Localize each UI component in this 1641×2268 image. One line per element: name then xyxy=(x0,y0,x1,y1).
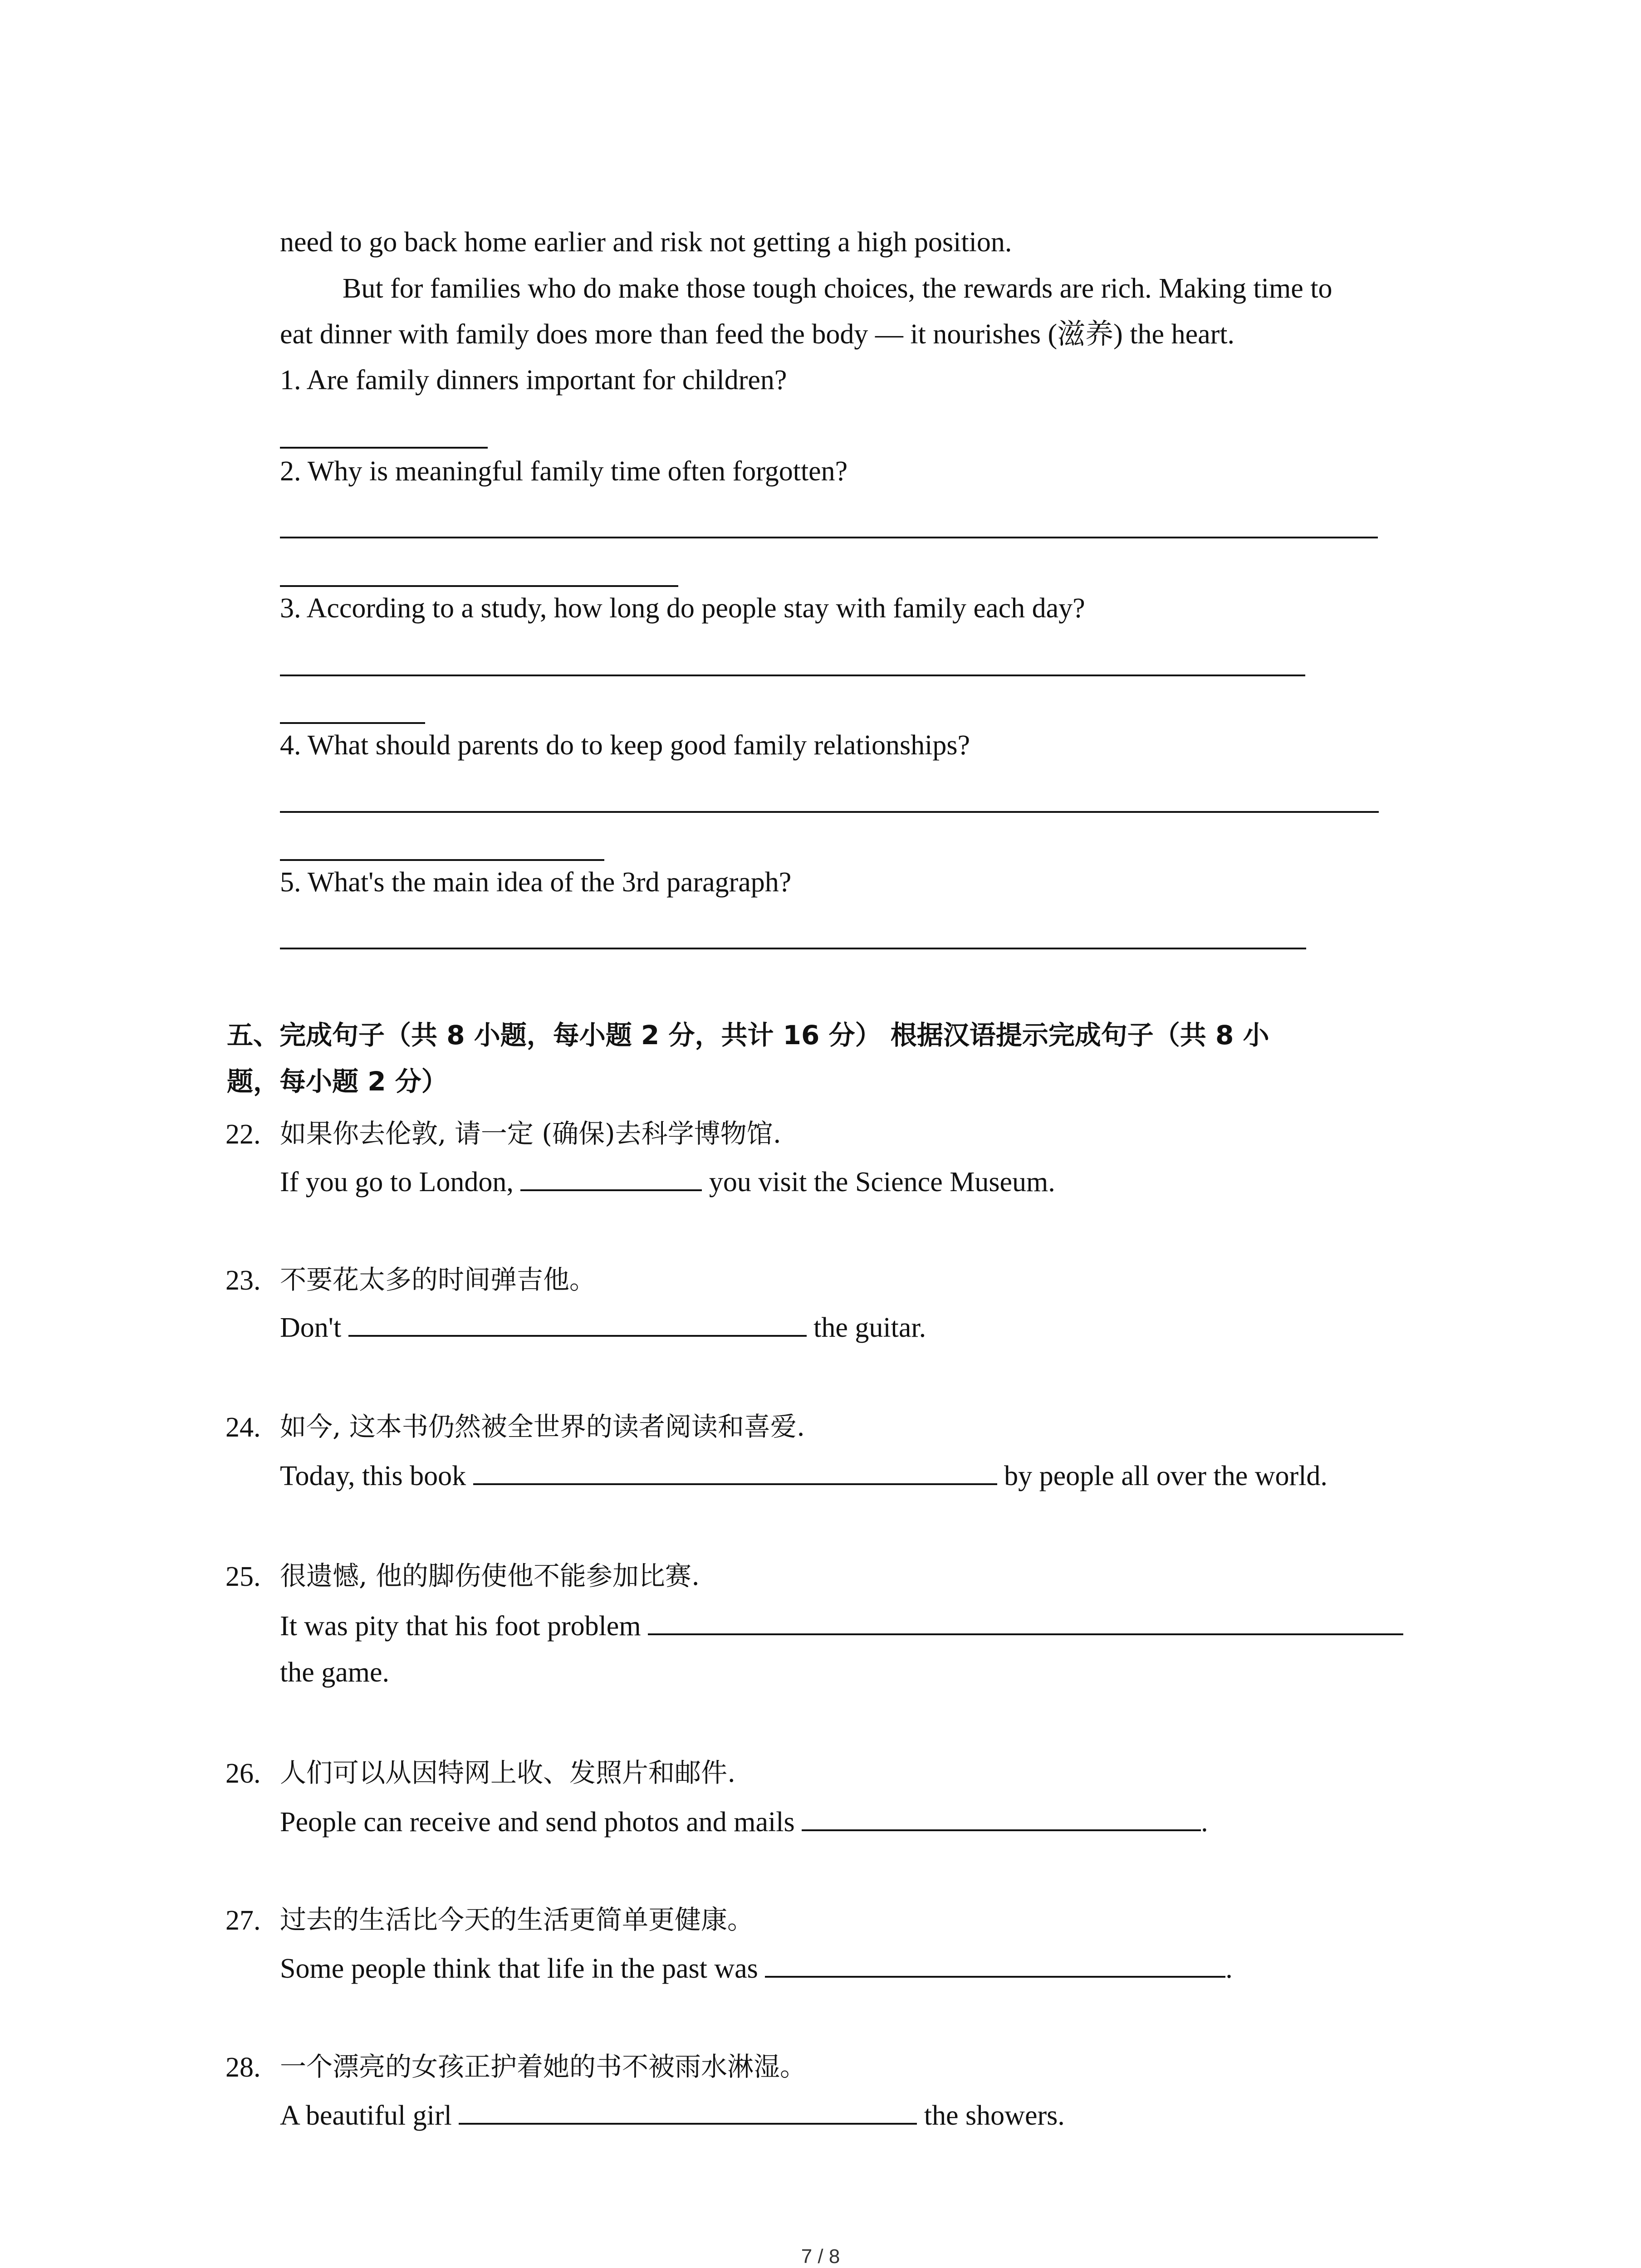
question-4: 4. What should parents do to keep good family relationships? xyxy=(280,730,970,761)
sentence-end: . xyxy=(1225,1953,1233,1984)
answer-blank[interactable] xyxy=(459,2101,917,2125)
sentence-end: the guitar. xyxy=(813,1312,926,1343)
sentence-end: the game. xyxy=(280,1657,390,1688)
question-number: 22. xyxy=(225,1119,261,1150)
answer-blank[interactable] xyxy=(648,1612,1403,1635)
chinese-prompt: 如果你去伦敦, 请一定 (确保)去科学博物馆. xyxy=(280,1118,782,1149)
english-sentence xyxy=(280,2101,1065,2130)
english-sentence xyxy=(280,1954,1233,1983)
answer-blank[interactable] xyxy=(520,1168,702,1191)
sentence-start: A beautiful girl xyxy=(280,2100,452,2131)
answer-blank[interactable] xyxy=(765,1954,1225,1978)
sentence-start: It was pity that his foot problem xyxy=(280,1611,641,1642)
answer-line[interactable] xyxy=(280,537,1378,538)
english-sentence xyxy=(280,1313,926,1342)
answer-line[interactable] xyxy=(280,811,1379,813)
passage-line: need to go back home earlier and risk not getting a high position. xyxy=(280,227,1012,258)
question-number: 23. xyxy=(225,1265,261,1296)
english-sentence xyxy=(280,1808,1208,1836)
question-3: 3. According to a study, how long do people stay with family each day? xyxy=(280,593,1085,624)
chinese-prompt: 很遗憾, 他的脚伤使他不能参加比赛. xyxy=(280,1560,700,1591)
answer-line[interactable] xyxy=(280,447,488,449)
question-number: 25. xyxy=(225,1561,261,1592)
passage-line: eat dinner with family does more than feed the body — it nourishes (滋养) the heart. xyxy=(280,319,1234,350)
question-number: 27. xyxy=(225,1905,261,1936)
passage-line: But for families who do make those tough choices, the rewards are rich. Making time to xyxy=(343,273,1332,304)
chinese-prompt: 过去的生活比今天的生活更简单更健康。 xyxy=(280,1904,754,1935)
answer-line[interactable] xyxy=(280,675,1305,676)
answer-blank[interactable] xyxy=(473,1461,997,1485)
answer-blank[interactable] xyxy=(802,1808,1201,1831)
question-number: 28. xyxy=(225,2052,261,2083)
answer-line[interactable] xyxy=(280,722,425,724)
english-sentence xyxy=(280,1461,1327,1490)
english-sentence xyxy=(280,1612,1403,1640)
chinese-prompt: 人们可以从因特网上收、发照片和邮件. xyxy=(280,1757,736,1788)
question-5: 5. What's the main idea of the 3rd paragraph? xyxy=(280,867,792,898)
sentence-start: People can receive and send photos and mails xyxy=(280,1807,795,1838)
chinese-prompt: 如今, 这本书仍然被全世界的读者阅读和喜爱. xyxy=(280,1411,805,1442)
page-number: 7 / 8 xyxy=(801,2245,840,2268)
question-number: 26. xyxy=(225,1758,261,1789)
sentence-start: Don't xyxy=(280,1312,342,1343)
chinese-prompt: 不要花太多的时间弹吉他。 xyxy=(280,1264,596,1295)
answer-line[interactable] xyxy=(280,859,604,861)
sentence-end: by people all over the world. xyxy=(1004,1461,1327,1491)
sentence-start: Some people think that life in the past was xyxy=(280,1953,758,1984)
english-sentence xyxy=(280,1168,1055,1196)
question-1: 1. Are family dinners important for children? xyxy=(280,365,787,396)
answer-line[interactable] xyxy=(280,585,678,587)
section-heading: 五、完成句子（共 8 小题，每小题 2 分，共计 16 分） 根据汉语提示完成句子（共 8 小 xyxy=(227,1020,1269,1051)
sentence-end: the showers. xyxy=(924,2100,1065,2131)
answer-blank[interactable] xyxy=(348,1313,807,1337)
sentence-start: Today, this book xyxy=(280,1461,466,1491)
answer-line[interactable] xyxy=(280,948,1306,949)
sentence-end: you visit the Science Museum. xyxy=(709,1167,1055,1198)
question-2: 2. Why is meaningful family time often forgotten? xyxy=(280,456,848,487)
question-number: 24. xyxy=(225,1412,261,1443)
section-heading: 题，每小题 2 分） xyxy=(227,1066,448,1097)
sentence-start: If you go to London, xyxy=(280,1167,514,1198)
sentence-end: . xyxy=(1201,1807,1208,1838)
chinese-prompt: 一个漂亮的女孩正护着她的书不被雨水淋湿。 xyxy=(280,2051,807,2082)
